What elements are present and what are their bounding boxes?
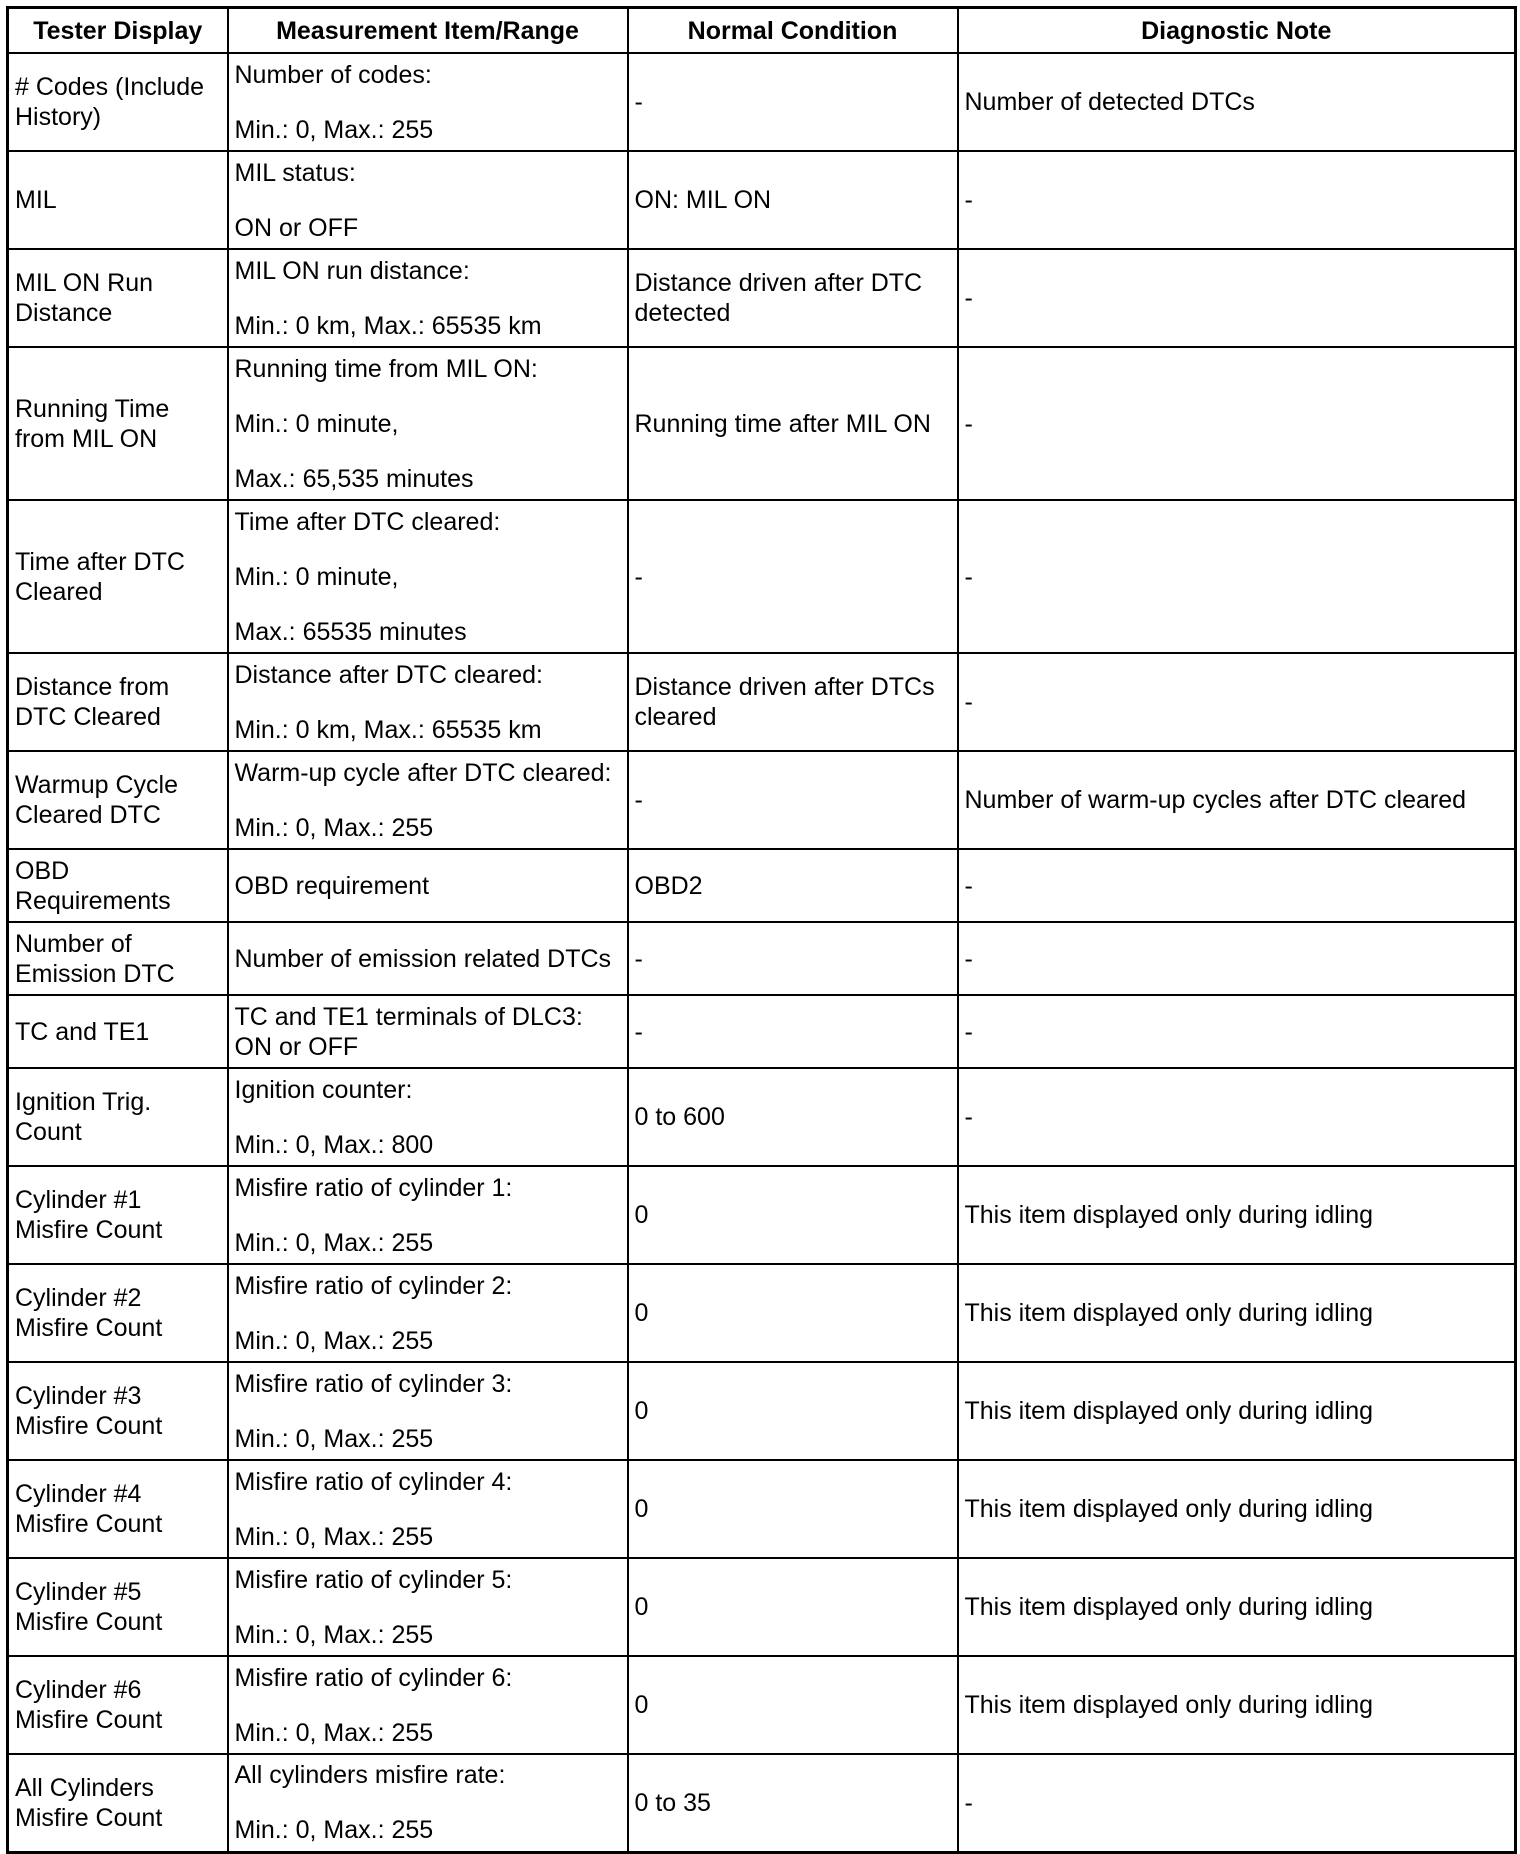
cell-measurement: Time after DTC cleared: Min.: 0 minute, Max.: 65535 minutes xyxy=(228,500,628,653)
cell-normal-condition: - xyxy=(628,922,958,995)
table-row xyxy=(8,751,1516,849)
cell-measurement: Misfire ratio of cylinder 3: Min.: 0, Max.: 255 xyxy=(228,1362,628,1460)
cell-diagnostic-note: - xyxy=(958,1068,1516,1166)
table-row xyxy=(8,1460,1516,1558)
cell-diagnostic-note: This item displayed only during idling xyxy=(958,1264,1516,1362)
table-row xyxy=(8,347,1516,500)
cell-normal-condition: Running time after MIL ON xyxy=(628,347,958,500)
cell-tester-display: All Cylinders Misfire Count xyxy=(8,1754,228,1852)
cell-normal-condition: 0 xyxy=(628,1558,958,1656)
cell-diagnostic-note: - xyxy=(958,922,1516,995)
cell-measurement: Distance after DTC cleared: Min.: 0 km, Max.: 65535 km xyxy=(228,653,628,751)
table-row xyxy=(8,653,1516,751)
table-row xyxy=(8,922,1516,995)
cell-tester-display: Cylinder #5 Misfire Count xyxy=(8,1558,228,1656)
cell-diagnostic-note: - xyxy=(958,347,1516,500)
table-row xyxy=(8,1166,1516,1264)
cell-tester-display: Distance from DTC Cleared xyxy=(8,653,228,751)
cell-tester-display: Time after DTC Cleared xyxy=(8,500,228,653)
cell-tester-display: Cylinder #3 Misfire Count xyxy=(8,1362,228,1460)
cell-tester-display: MIL xyxy=(8,151,228,249)
cell-measurement: Misfire ratio of cylinder 1: Min.: 0, Max.: 255 xyxy=(228,1166,628,1264)
cell-normal-condition: - xyxy=(628,751,958,849)
cell-diagnostic-note: - xyxy=(958,1754,1516,1852)
cell-measurement: MIL status: ON or OFF xyxy=(228,151,628,249)
table-row xyxy=(8,151,1516,249)
table-header-row xyxy=(8,8,1516,54)
cell-normal-condition: 0 xyxy=(628,1656,958,1754)
cell-diagnostic-note: This item displayed only during idling xyxy=(958,1656,1516,1754)
cell-tester-display: Number of Emission DTC xyxy=(8,922,228,995)
cell-diagnostic-note: - xyxy=(958,249,1516,347)
table-row xyxy=(8,1362,1516,1460)
table-row xyxy=(8,1656,1516,1754)
header-measurement: Measurement Item/Range xyxy=(228,8,628,54)
cell-tester-display: MIL ON Run Distance xyxy=(8,249,228,347)
cell-diagnostic-note: - xyxy=(958,849,1516,922)
header-normal-condition: Normal Condition xyxy=(628,8,958,54)
cell-normal-condition: 0 xyxy=(628,1460,958,1558)
table-row xyxy=(8,1068,1516,1166)
cell-diagnostic-note: - xyxy=(958,500,1516,653)
cell-normal-condition: 0 xyxy=(628,1362,958,1460)
cell-measurement: Misfire ratio of cylinder 4: Min.: 0, Max.: 255 xyxy=(228,1460,628,1558)
table-row xyxy=(8,1264,1516,1362)
cell-measurement: TC and TE1 terminals of DLC3: ON or OFF xyxy=(228,995,628,1068)
cell-tester-display: OBD Requirements xyxy=(8,849,228,922)
cell-measurement: Misfire ratio of cylinder 5: Min.: 0, Max.: 255 xyxy=(228,1558,628,1656)
table-row xyxy=(8,1754,1516,1852)
cell-normal-condition: ON: MIL ON xyxy=(628,151,958,249)
cell-tester-display: Warmup Cycle Cleared DTC xyxy=(8,751,228,849)
cell-tester-display: Cylinder #6 Misfire Count xyxy=(8,1656,228,1754)
cell-normal-condition: 0 xyxy=(628,1264,958,1362)
cell-measurement: Misfire ratio of cylinder 2: Min.: 0, Max.: 255 xyxy=(228,1264,628,1362)
cell-measurement: Warm-up cycle after DTC cleared: Min.: 0, Max.: 255 xyxy=(228,751,628,849)
cell-diagnostic-note: - xyxy=(958,151,1516,249)
cell-normal-condition: 0 to 600 xyxy=(628,1068,958,1166)
cell-normal-condition: 0 to 35 xyxy=(628,1754,958,1852)
cell-tester-display: TC and TE1 xyxy=(8,995,228,1068)
cell-diagnostic-note: - xyxy=(958,653,1516,751)
cell-measurement: Misfire ratio of cylinder 6: Min.: 0, Max.: 255 xyxy=(228,1656,628,1754)
cell-normal-condition: OBD2 xyxy=(628,849,958,922)
header-diagnostic-note: Diagnostic Note xyxy=(958,8,1516,54)
cell-normal-condition: - xyxy=(628,500,958,653)
cell-tester-display: Running Time from MIL ON xyxy=(8,347,228,500)
cell-measurement: Running time from MIL ON: Min.: 0 minute, Max.: 65,535 minutes xyxy=(228,347,628,500)
cell-measurement: All cylinders misfire rate: Min.: 0, Max.: 255 xyxy=(228,1754,628,1852)
table-row xyxy=(8,500,1516,653)
cell-tester-display: Cylinder #1 Misfire Count xyxy=(8,1166,228,1264)
cell-measurement: Number of codes: Min.: 0, Max.: 255 xyxy=(228,53,628,151)
table-row xyxy=(8,995,1516,1068)
cell-diagnostic-note: This item displayed only during idling xyxy=(958,1166,1516,1264)
cell-tester-display: Cylinder #2 Misfire Count xyxy=(8,1264,228,1362)
table-row xyxy=(8,849,1516,922)
cell-measurement: Number of emission related DTCs xyxy=(228,922,628,995)
header-tester-display: Tester Display xyxy=(8,8,228,54)
cell-normal-condition: - xyxy=(628,995,958,1068)
cell-normal-condition: - xyxy=(628,53,958,151)
table-row xyxy=(8,249,1516,347)
table-body xyxy=(8,53,1516,1852)
cell-tester-display: # Codes (Include History) xyxy=(8,53,228,151)
cell-diagnostic-note: Number of detected DTCs xyxy=(958,53,1516,151)
cell-diagnostic-note: This item displayed only during idling xyxy=(958,1558,1516,1656)
cell-diagnostic-note: Number of warm-up cycles after DTC cleared xyxy=(958,751,1516,849)
cell-normal-condition: 0 xyxy=(628,1166,958,1264)
table-row xyxy=(8,53,1516,151)
cell-diagnostic-note: - xyxy=(958,995,1516,1068)
cell-tester-display: Ignition Trig. Count xyxy=(8,1068,228,1166)
cell-tester-display: Cylinder #4 Misfire Count xyxy=(8,1460,228,1558)
cell-normal-condition: Distance driven after DTCs cleared xyxy=(628,653,958,751)
table-row xyxy=(8,1558,1516,1656)
cell-diagnostic-note: This item displayed only during idling xyxy=(958,1460,1516,1558)
data-list-table xyxy=(6,6,1517,1854)
cell-diagnostic-note: This item displayed only during idling xyxy=(958,1362,1516,1460)
cell-measurement: OBD requirement xyxy=(228,849,628,922)
cell-measurement: Ignition counter: Min.: 0, Max.: 800 xyxy=(228,1068,628,1166)
cell-normal-condition: Distance driven after DTC detected xyxy=(628,249,958,347)
cell-measurement: MIL ON run distance: Min.: 0 km, Max.: 65535 km xyxy=(228,249,628,347)
